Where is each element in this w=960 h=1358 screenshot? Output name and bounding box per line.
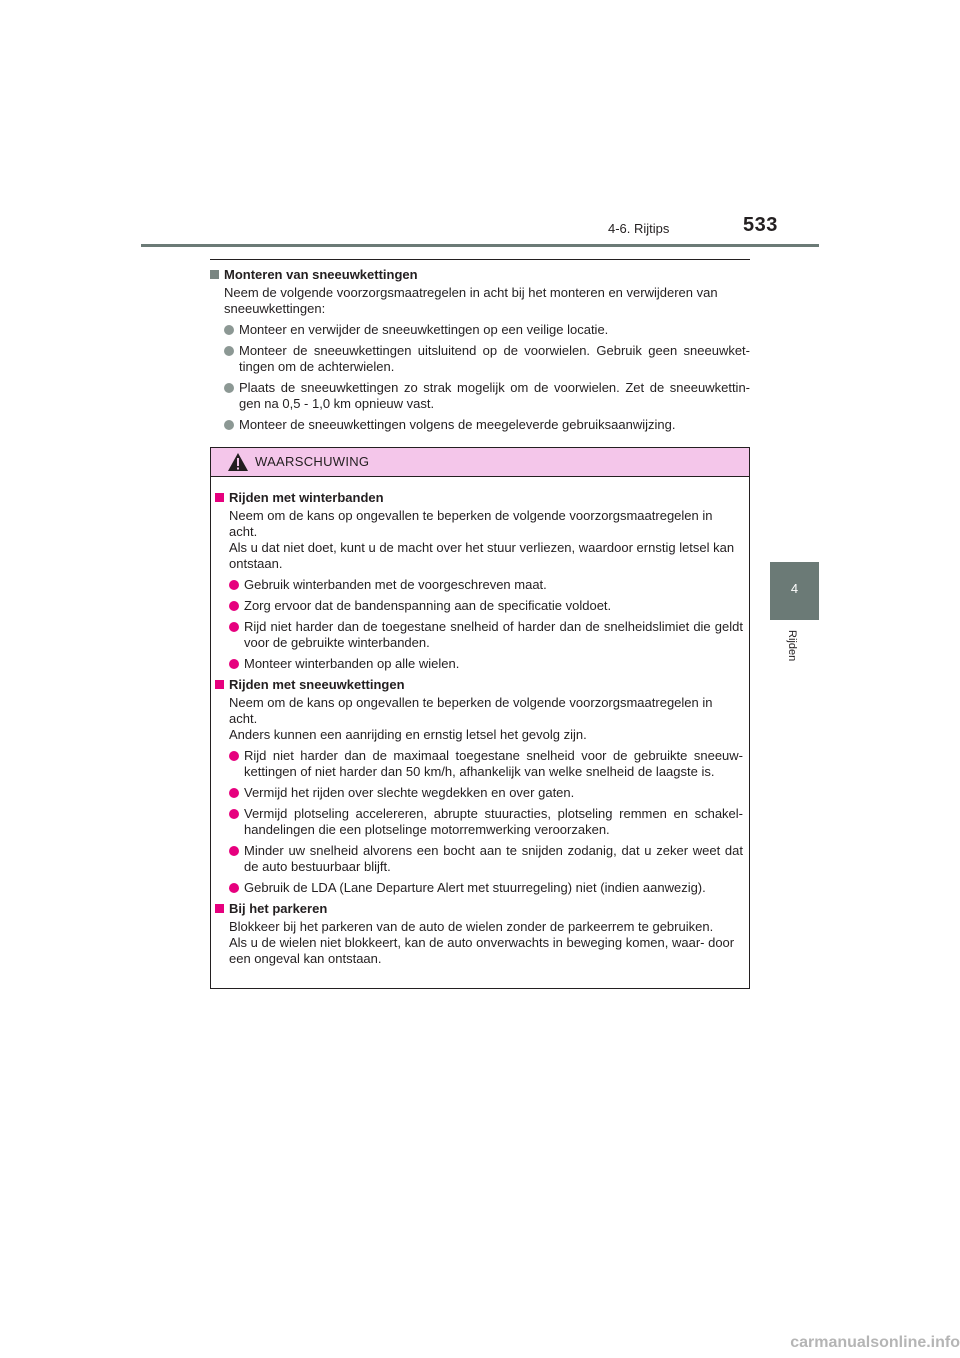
intro-text: Neem de volgende voorzorgsmaatregelen in acht bij het monteren en verwijderen van sneeuwkettingen: bbox=[224, 285, 718, 316]
bullet-dot-icon bbox=[224, 383, 234, 393]
square-bullet-icon bbox=[215, 493, 224, 502]
watermark: carmanualsonline.info bbox=[790, 1334, 960, 1351]
list-item: Monteer de sneeuwkettingen volgens de meegeleverde gebruiksaanwijzing. bbox=[224, 417, 750, 433]
chapter-tab bbox=[770, 562, 819, 620]
list-item: Gebruik de LDA (Lane Departure Alert met stuurregeling) niet (indien aanwezig). bbox=[229, 880, 743, 896]
warning-heading-winter-tires: Rijden met winterbanden bbox=[215, 490, 743, 506]
list-item: Rijd niet harder dan de toegestane snelheid of harder dan de snelheidslimiet die geldt voor de gebruikte winterbanden. bbox=[229, 619, 743, 651]
warning-heading-snow-chains: Rijden met sneeuwkettingen bbox=[215, 677, 743, 693]
list-item: Vermijd het rijden over slechte wegdekken en over gaten. bbox=[229, 785, 743, 801]
warning-triangle-icon bbox=[227, 452, 249, 472]
bullet-dot-icon bbox=[224, 346, 234, 356]
intro-heading: Monteren van sneeuwkettingen bbox=[210, 267, 750, 283]
section-title: 4-6. Rijtips bbox=[608, 221, 670, 236]
warning-text: Neem om de kans op ongevallen te beperken de volgende voorzorgsmaatregelen in acht. Anders kunnen een aanrijding en ernstig letsel het gevolg zijn. bbox=[229, 695, 713, 742]
warning-text: Neem om de kans op ongevallen te beperken de volgende voorzorgsmaatregelen in acht. Als u dat niet doet, kunt u de macht over het stuur verliezen, waardoor ernstig letsel kan ontstaan. bbox=[229, 508, 735, 571]
bullet-dot-icon bbox=[229, 846, 239, 856]
warning-header bbox=[211, 448, 749, 477]
bullet-dot-icon bbox=[229, 788, 239, 798]
chapter-label: Rijden bbox=[786, 630, 798, 662]
intro-section bbox=[210, 259, 750, 438]
bullet-dot-icon bbox=[229, 601, 239, 611]
list-item: Vermijd plotseling accelereren, abrupte stuuracties, plotseling remmen en schakel- handelingen die een plotselinge motorremwerking veroorzaken. bbox=[229, 806, 743, 838]
list-item: Rijd niet harder dan de maximaal toegestane snelheid voor de gebruikte sneeuw- kettingen of niet harder dan 50 km/h, afhankelijk van welke snelheid de laagste is. bbox=[229, 748, 743, 780]
square-bullet-icon bbox=[215, 680, 224, 689]
bullet-dot-icon bbox=[229, 659, 239, 669]
bullet-dot-icon bbox=[224, 325, 234, 335]
bullet-dot-icon bbox=[229, 751, 239, 761]
warning-box bbox=[210, 447, 750, 989]
list-item: Minder uw snelheid alvorens een bocht aan te snijden zodanig, dat u zeker weet dat de auto bestuurbaar blijft. bbox=[229, 843, 743, 875]
list-item: Monteer en verwijder de sneeuwkettingen op een veilige locatie. bbox=[224, 322, 750, 338]
content-divider bbox=[210, 259, 750, 260]
warning-heading-parking: Bij het parkeren bbox=[215, 901, 743, 917]
list-item: Monteer de sneeuwkettingen uitsluitend op de voorwielen. Gebruik geen sneeuwket- tingen om de achterwielen. bbox=[224, 343, 750, 375]
square-bullet-icon bbox=[210, 270, 219, 279]
bullet-dot-icon bbox=[224, 420, 234, 430]
page-number: 533 bbox=[743, 214, 778, 236]
warning-body bbox=[211, 477, 749, 967]
bullet-dot-icon bbox=[229, 883, 239, 893]
chapter-number: 4 bbox=[790, 581, 799, 596]
list-item: Monteer winterbanden op alle wielen. bbox=[229, 656, 743, 672]
bullet-dot-icon bbox=[229, 809, 239, 819]
bullet-dot-icon bbox=[229, 622, 239, 632]
square-bullet-icon bbox=[215, 904, 224, 913]
warning-text: Blokkeer bij het parkeren van de auto de wielen zonder de parkeerrem te gebruiken. Als u de wielen niet blokkeert, kan de auto onverwachts in beweging komen, waar- door een ongeval kan ontstaan. bbox=[229, 919, 735, 966]
list-item: Plaats de sneeuwkettingen zo strak mogelijk om de voorwielen. Zet de sneeuwkettin- gen na 0,5 - 1,0 km opnieuw vast. bbox=[224, 380, 750, 412]
list-item: Gebruik winterbanden met de voorgeschreven maat. bbox=[229, 577, 743, 593]
warning-title: WAARSCHUWING bbox=[255, 454, 370, 469]
header-divider bbox=[141, 244, 819, 247]
list-item: Zorg ervoor dat de bandenspanning aan de specificatie voldoet. bbox=[229, 598, 743, 614]
bullet-dot-icon bbox=[229, 580, 239, 590]
